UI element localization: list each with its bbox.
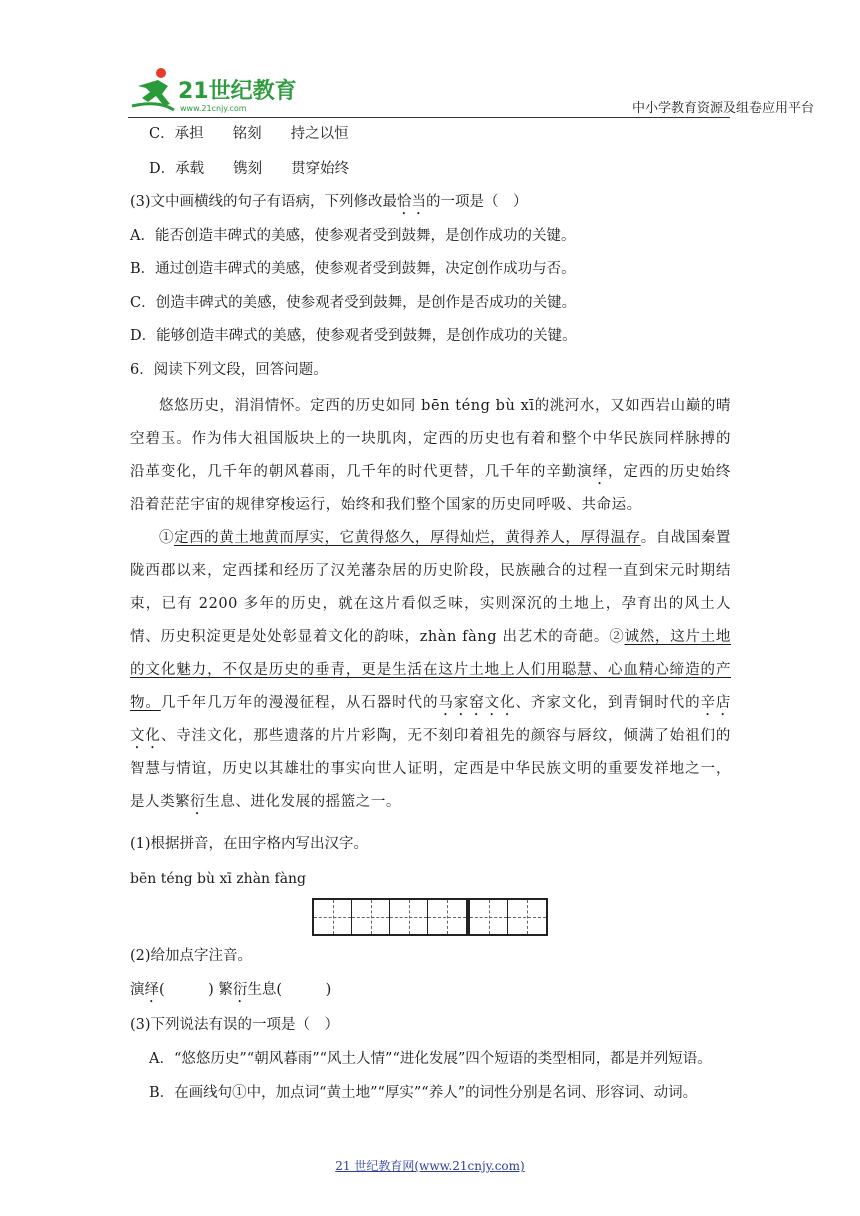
logo-url: www.21cnjy.com (180, 104, 247, 113)
q5-3-option-b: B．通过创造丰碑式的美感，使参观者受到鼓舞，决定创作成功与否。 (130, 261, 576, 277)
q5-3-option-c: C．创造丰碑式的美感，使参观者受到鼓舞，是创作是否成功的关键。 (130, 295, 577, 311)
q6-2-stem: (2)给加点字注音。 (130, 948, 253, 964)
grid-cell[interactable] (390, 900, 428, 934)
sentence-number-1: ① (159, 530, 175, 546)
grid-cell[interactable] (508, 900, 546, 934)
q5-3-option-d: D．能够创造丰碑式的美感，使参观者受到鼓舞，是创作成功的关键。 (130, 328, 577, 344)
passage-paragraph-1: 悠悠历史，涓涓情怀。定西的历史如同 bēn téng bù xī的洮河水，又如西岩山巅的晴空碧玉。作为伟大祖国版块上的一块肌肉，定西的历史也有着和整个中华民族同样脉搏的沿革变化，几千年的朝风暮雨，几千年的时代更替，几千年的辛勤演绎，定西的历史始终沿着茫茫宇宙的规律穿梭运行，始终和我们整个国家的历史同呼吸、共命运。 (130, 398, 731, 513)
q5-3-option-a: A．能否创造丰碑式的美感，使参观者受到鼓舞，是创作成功的关键。 (130, 228, 576, 244)
logo-text: 21世纪教育 (178, 79, 297, 104)
platform-name: 中小学教育资源及组卷应用平台 (632, 101, 815, 116)
q5-option-d: D．承载 镌刻 贯穿始终 (149, 161, 350, 177)
writing-grid-2[interactable] (468, 898, 548, 936)
q6-2-answer-line: 演绎( ) 繁衍生息( ) (130, 982, 332, 998)
runner-icon (132, 68, 174, 110)
emphasized-word: 恰当 (397, 194, 427, 210)
q5-3-stem: (3)文中画横线的句子有语病，下列修改最恰当的一项是（ ） (130, 194, 528, 210)
underlined-sentence-1: 定西的黄土地黄而厚实，它黄得悠久，厚得灿烂，黄得养人，厚得温存 (174, 530, 641, 546)
q6-3-stem: (3)下列说法有误的一项是（ ） (130, 1017, 340, 1033)
emphasized-char: 衍 (232, 982, 248, 998)
q6-title: 6．阅读下列文段，回答问题。 (130, 362, 328, 378)
q6-3-option-b: B．在画线句①中，加点词“黄土地”“厚实”“养人”的词性分别是名词、形容词、动词。 (149, 1085, 698, 1101)
pinyin-prompt: bēn téng bù xī zhàn fàng (130, 871, 307, 887)
q5-option-c: C．承担 铭刻 持之以恒 (149, 126, 349, 142)
emphasized-char: 绎 (592, 464, 608, 480)
q6-1-stem: (1)根据拼音，在田字格内写出汉字。 (130, 836, 369, 852)
q6-3-option-a: A．“悠悠历史”“朝风暮雨”“风土人情”“进化发展”四个短语的类型相同，都是并列短语。 (149, 1051, 712, 1067)
passage-paragraph-2: ①定西的黄土地黄而厚实，它黄得悠久，厚得灿烂，黄得养人，厚得温存。自战国秦置陇西郡以来，定西揉和经历了汉羌藩杂居的历史阶段，民族融合的过程一直到宋元时期结束，已有 2200 多年的历史，就在这片看似乏味，实则深沉的土地上，孕育出的风土人情、历史积淀更是处处彰显着文化的韵味，zhàn fàng 出艺术的奇葩。②诚然，这片土地的文化魅力，不仅是历史的垂青，更是生活在这片土地上人们用聪慧、心血精心缔造的产物。几千年几万年的漫漫征程，从石器时代的马家窑文化、齐家文化，到青铜时代的辛店文化、寺洼文化，那些遗落的片片彩陶，无不刻印着祖先的颜容与唇纹，倾满了始祖们的智慧与情谊，历史以其雄壮的事实向世人证明，定西是中华民族文明的重要发祥地之一，是人类繁衍生息、进化发展的摇篮之一。 (130, 530, 731, 810)
logo (128, 66, 303, 116)
writing-grid-1[interactable] (312, 898, 468, 936)
sentence-number-2: ② (609, 629, 625, 645)
emphasized-char: 绎 (144, 982, 159, 998)
grid-cell[interactable] (428, 900, 466, 934)
underlined-sentence-2: 诚然，这片土地的文化魅力，不仅是历史的垂青，更是生活在这片土地上人们用聪慧、心血精心缔造的产物。 (130, 629, 731, 711)
grid-cell[interactable] (470, 900, 508, 934)
emphasized-char: 衍 (190, 794, 206, 810)
header-rule (128, 117, 730, 118)
emphasized-term: 辛店文化 (130, 695, 731, 744)
emphasized-term: 马家窑文化 (438, 695, 516, 711)
grid-cell[interactable] (352, 900, 390, 934)
footer-link[interactable]: 21 世纪教育网(www.21cnjy.com) (335, 1159, 525, 1173)
grid-cell[interactable] (314, 900, 352, 934)
